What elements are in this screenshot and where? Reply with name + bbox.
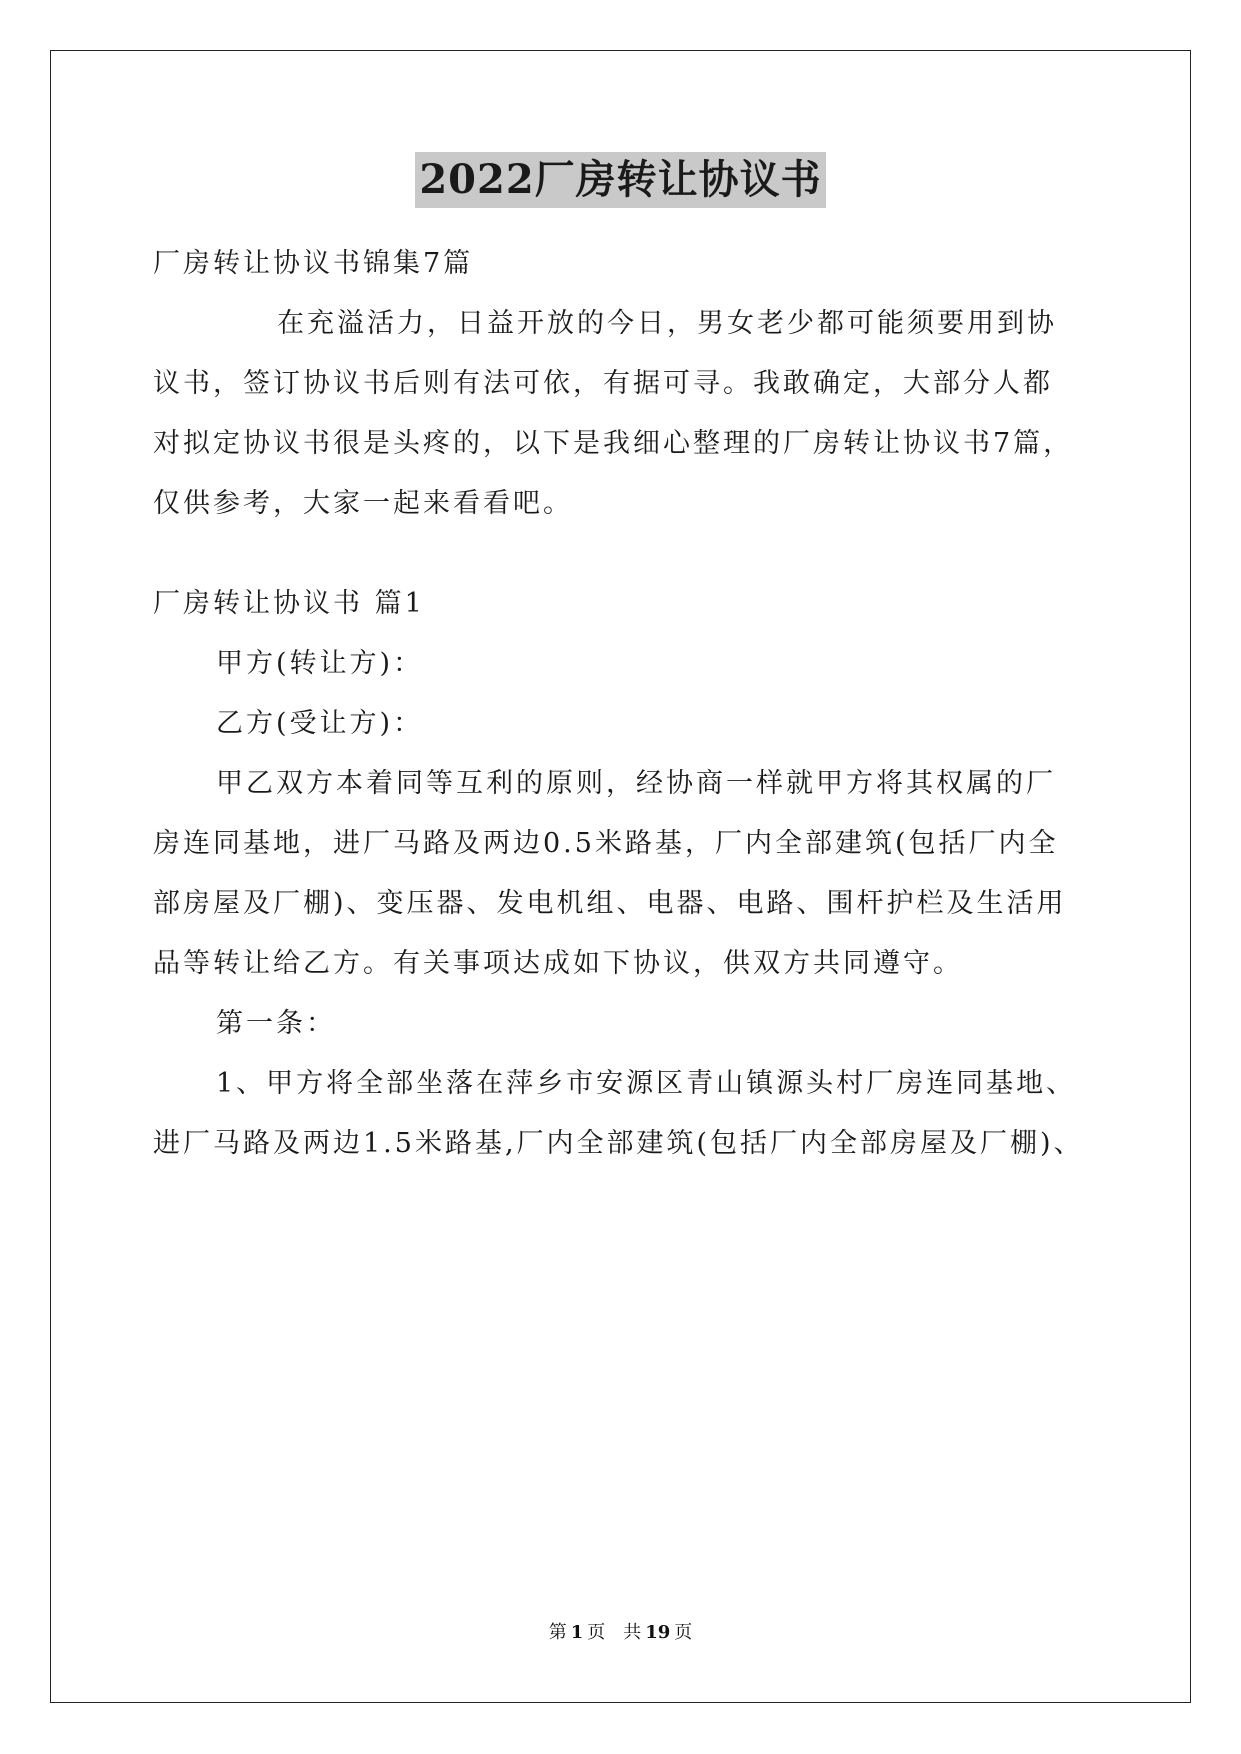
intro-line: 议书，签订协议书后则有法可依，有据可寻。我敢确定，大部分人都 [153,368,1053,399]
paragraph-line: 甲乙双方本着同等互利的原则，经协商一样就甲方将其权属的厂 [216,768,1056,799]
article-line: 1、甲方将全部坐落在萍乡市安源区青山镇源头村厂房连同基地、 [216,1068,1077,1099]
footer-mid: 页 共 [587,1622,642,1643]
article-line: 进厂马路及两边1.5米路基,厂内全部建筑(包括厂内全部房屋及厂棚)、 [153,1128,1084,1159]
party-b-label: 乙方(受让方)： [216,708,424,739]
paragraph-line: 品等转让给乙方。有关事项达成如下协议，供双方共同遵守。 [153,948,963,979]
paragraph-line: 房连同基地，进厂马路及两边0.5米路基，厂内全部建筑(包括厂内全 [153,828,1059,859]
footer-suffix: 页 [674,1622,693,1643]
subtitle: 厂房转让协议书锦集7篇 [153,248,474,279]
intro-line: 对拟定协议书很是头疼的，以下是我细心整理的厂房转让协议书7篇， [153,428,1074,459]
intro-line: 在充溢活力，日益开放的今日，男女老少都可能须要用到协 [277,308,1057,339]
footer-prefix: 第 [548,1622,567,1643]
title-container [0,152,1241,208]
document-body [153,234,1093,1174]
page-footer [0,1618,1241,1644]
article-heading: 第一条： [216,1008,336,1039]
footer-current-page: 1 [570,1622,584,1643]
paragraph-line: 部房屋及厂棚)、变压器、发电机组、电器、电路、围杆护栏及生活用 [153,888,1067,919]
party-a-label: 甲方(转让方)： [216,648,424,679]
intro-line: 仅供参考，大家一起来看看吧。 [153,488,573,519]
section-heading: 厂房转让协议书 篇1 [153,588,425,619]
footer-total-pages: 19 [645,1622,671,1643]
document-title: 2022厂房转让协议书 [415,152,825,208]
spacer [153,534,1093,574]
